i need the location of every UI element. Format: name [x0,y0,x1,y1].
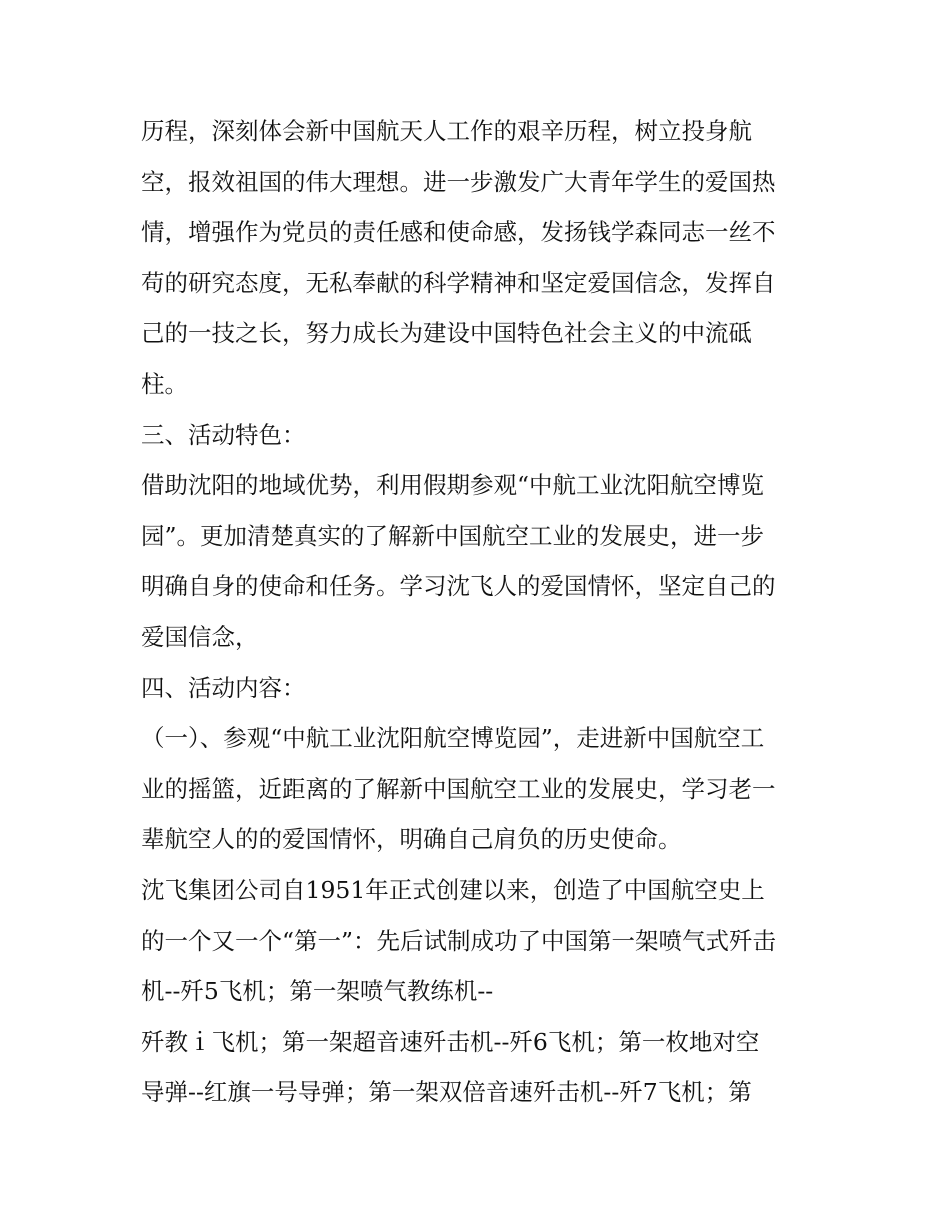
text-line: 辈航空人的的爱国情怀，明确自己肩负的历史使命。 [141,825,682,854]
text-line: 柱。 [141,369,188,398]
text-line: 己的一技之长，努力成长为建设中国特色社会主义的中流砥 [141,319,752,348]
text-line: （一）、参观“中航工业沈阳航空博览园”，走进新中国航空工 [141,724,765,753]
text-line: 情，增强作为党员的责任感和使命感，发扬钱学森同志一丝不 [141,218,776,247]
text-line: 苟的研究态度，无私奉献的科学精神和坚定爱国信念，发挥自 [141,268,776,297]
text-line: 业的摇篮，近距离的了解新中国航空工业的发展史，学习老一 [141,774,776,803]
section-heading: 三、活动特色： [141,420,306,449]
text-line: 导弹--红旗一号导弹；第一架双倍音速歼击机--歼7飞机；第 [141,1078,752,1107]
section-heading: 四、活动内容： [141,673,306,702]
text-line: 园”。更加清楚真实的了解新中国航空工业的发展史，进一步 [141,521,765,550]
text-line: 空，报效祖国的伟大理想。进一步激发广大青年学生的爱国热 [141,167,776,196]
text-line: 借助沈阳的地域优势，利用假期参观“中航工业沈阳航空博览 [141,471,765,500]
text-line: 歼教ｉ飞机；第一架超音速歼击机--歼6飞机；第一枚地对空 [141,1027,760,1056]
text-line: 机--歼5飞机；第一架喷气教练机-- [141,977,494,1006]
text-line: 明确自身的使命和任务。学习沈飞人的爱国情怀，坚定自己的 [141,572,776,601]
text-line: 沈飞集团公司自1951年正式创建以来，创造了中国航空史上 [141,875,765,904]
document-body [141,106,821,1118]
text-line: 爱国信念， [141,622,259,651]
text-line: 的一个又一个“第一”：先后试制成功了中国第一架喷气式歼击 [141,926,777,955]
text-line: 历程，深刻体会新中国航天人工作的艰辛历程，树立投身航 [141,117,752,145]
